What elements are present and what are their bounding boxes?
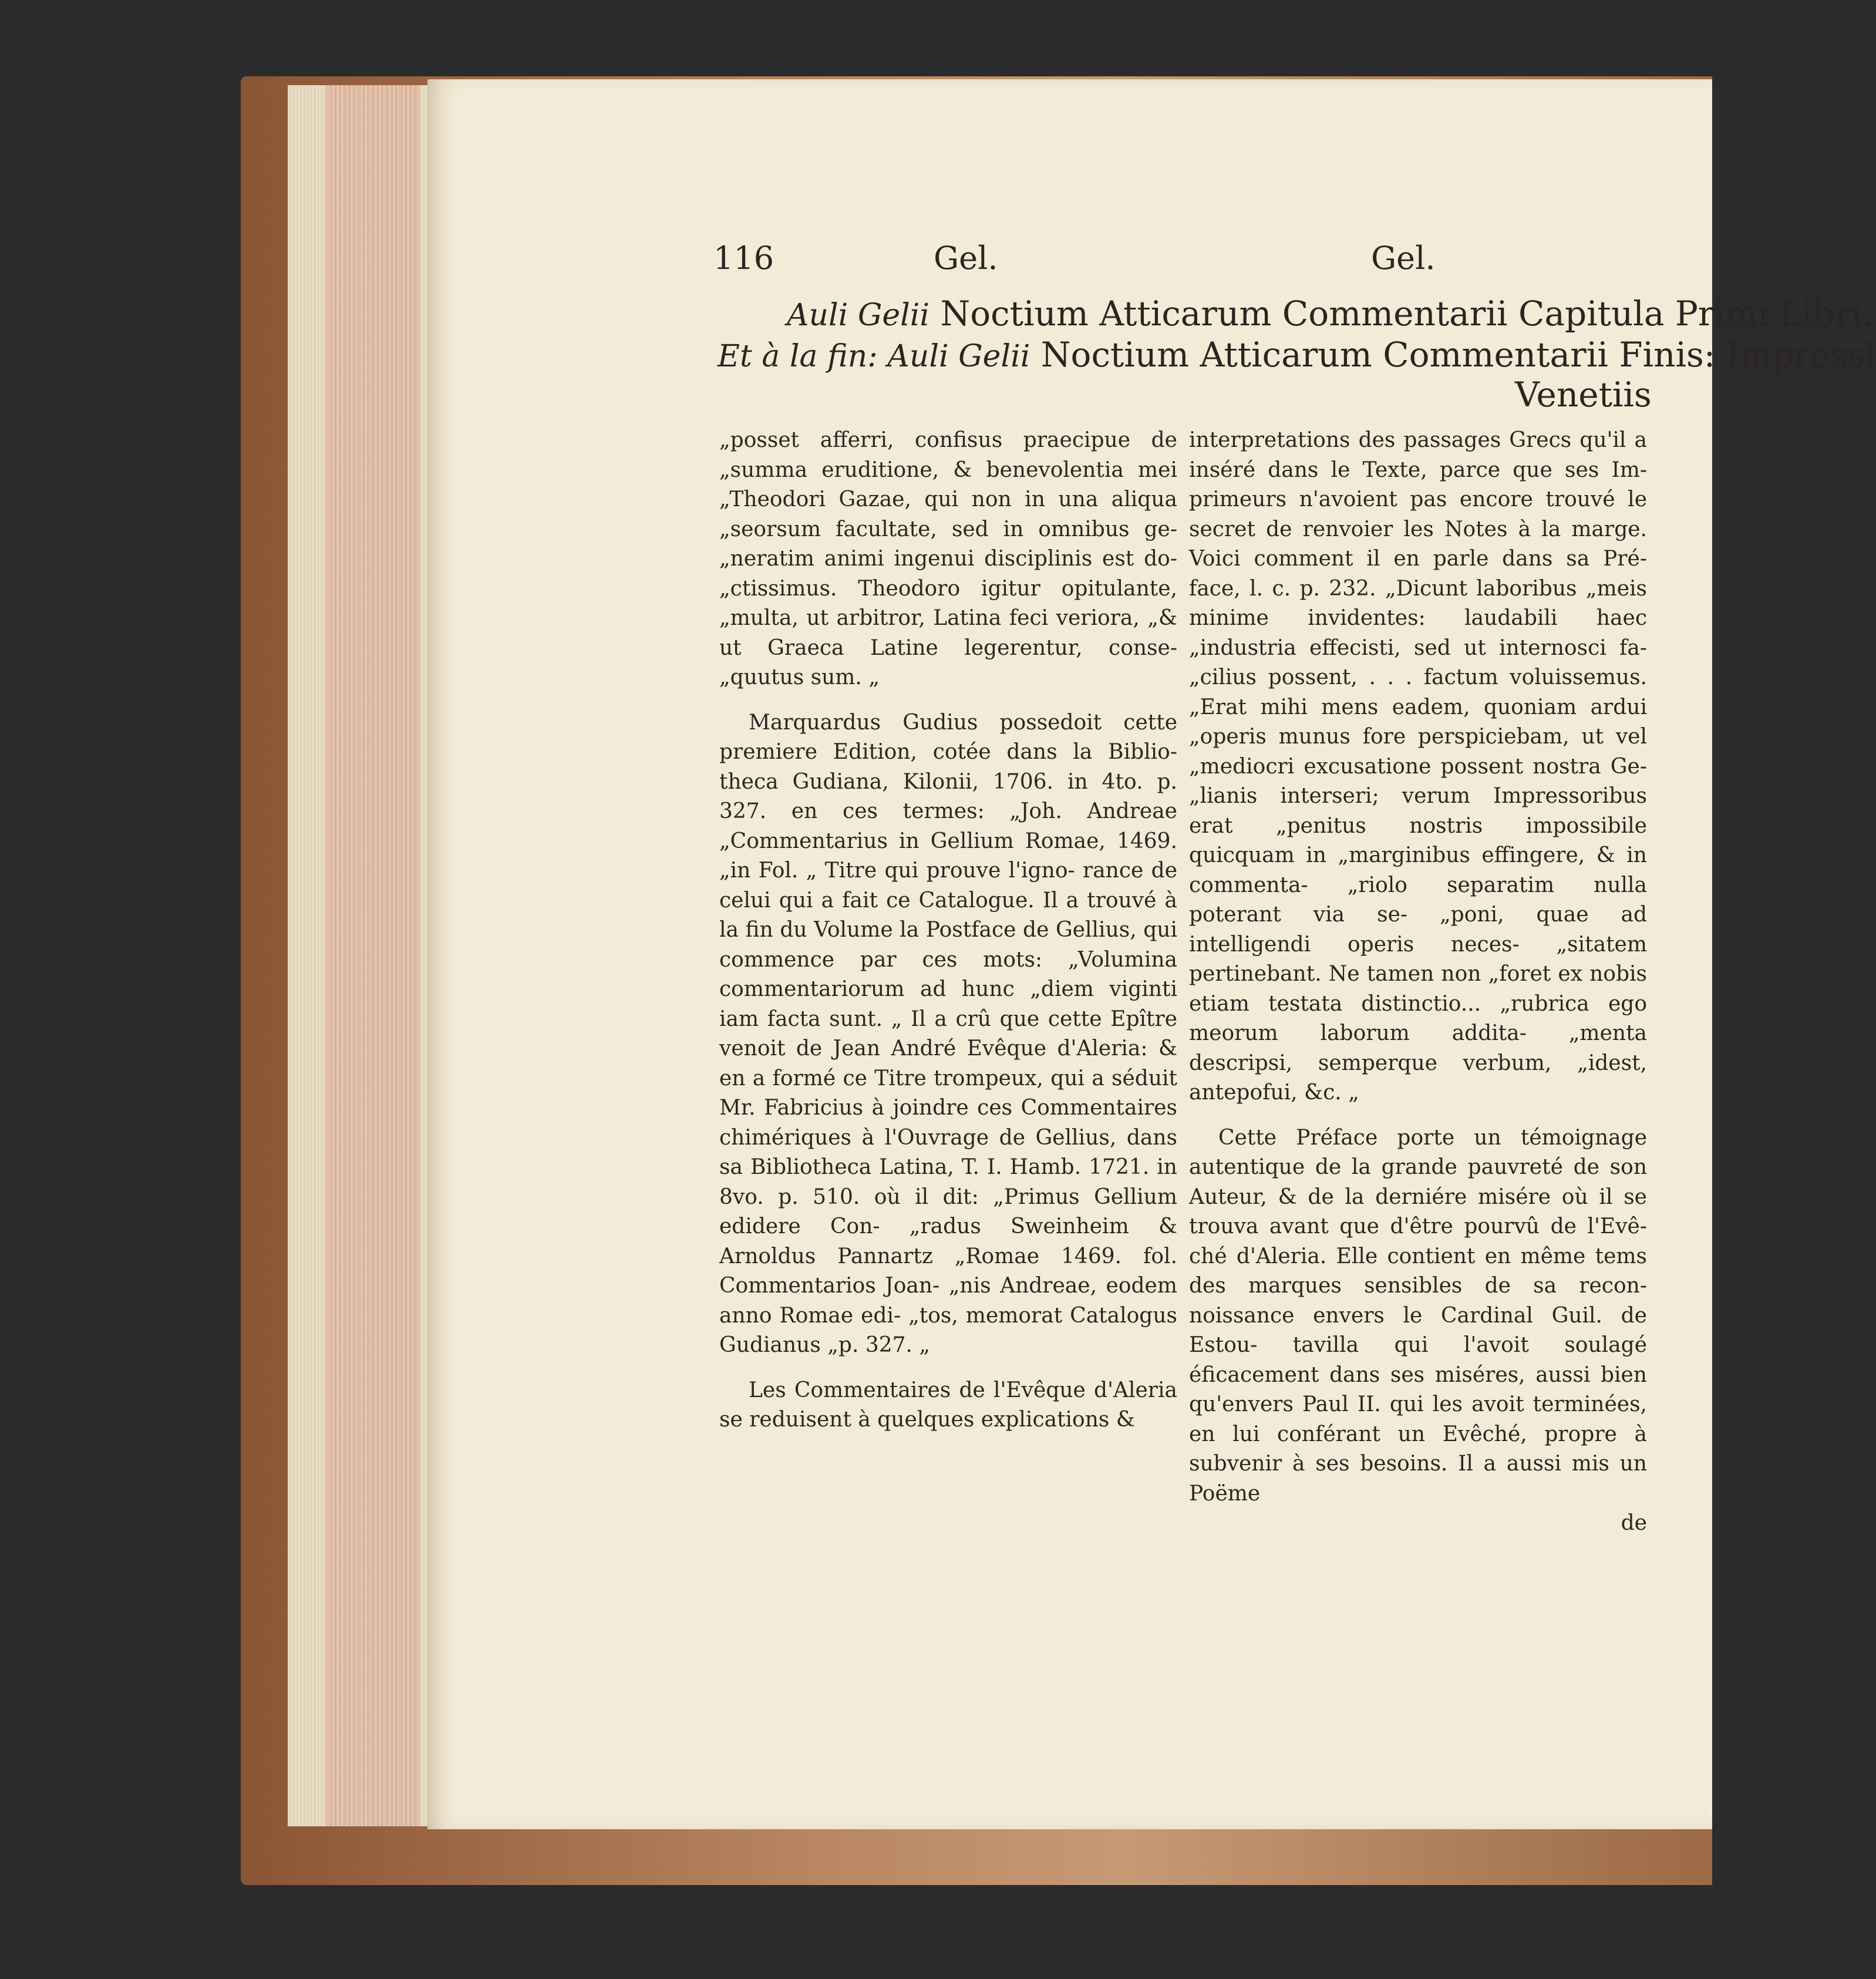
title-line-1-italic: Auli Gelii (787, 298, 930, 333)
right-paragraph-1: interpretations des passages Grecs qu'il a inséré dans le Texte, parce que ses Im- primeurs n'avoient pas encore trouvé le secret de renvoier les Notes à la marge. Voici comment il en parle dans sa Pré- face, l. c. p. 232. „Dicunt laboribus „meis minime invidentes: laudabili haec „industria effecisti, sed ut internosci fa- „cilius possent, . . . factum voluissemus. „Erat mihi mens eadem, quoniam ardui „operis munus fore perspiciebam, ut vel „mediocri excusatione possent nostra Ge- „lianis interseri; verum Impressoribus erat „penitus nostris impossibile quicquam in „marginibus effingere, & in commenta- „riolo separatim nulla poterant via se- „poni, quae ad intelligendi operis neces- „sitatem pertinebant. Ne tamen non „foret ex nobis etiam testata distinctio... „rubrica ego meorum laborum addita- „menta descripsi, semperque verbum, „idest, antepofui, &c. „ (1189, 428, 1647, 1105)
title-line-2-italic: Et à la fin: Auli Gelii (718, 339, 1030, 374)
title-line-1 (787, 294, 1872, 334)
red-stained-edge (326, 85, 420, 1826)
right-paragraph-2: Cette Préface porte un témoignage autentique de la grande pauvreté de son Auteur, & de la derniére misére où il se trouva avant que d'être pourvû de l'Evê- ché d'Aleria. Elle contient en même tems des marques sensibles de sa recon- noissance envers le Cardinal Guil. de Estou- tavilla qui l'avoit soulagé éficacement dans ses miséres, aussi bien qu'envers Paul II. qui les avoit terminées, en lui conférant un Evêché, propre à subvenir à ses besoins. Il a aussi mis un Poëme (1189, 1125, 1647, 1506)
catchword: de (1621, 1511, 1647, 1535)
left-paragraph-3: Les Commentaires de l'Evêque d'Aleria se reduisent à quelques explications & (719, 1378, 1177, 1432)
title-line-1-rest: Noctium Atticarum Commentarii Capitula Primi Libri. (940, 294, 1873, 334)
left-paragraph-2: Marquardus Gudius possedoit cette premiere Edition, cotée dans la Biblio- theca Gudiana, Kilonii, 1706. in 4to. p. 327. en ces termes: „Joh. Andreae „Commentarius in Gellium Romae, 1469. „in Fol. „ Titre qui prouve l'igno- rance de celui qui a fait ce Catalogue. Il a trouvé à la fin du Volume la Postface de Gellius, qui commence par ces mots: „Volumina commentariorum ad hunc „diem viginti iam facta sunt. „ Il a crû que cette Epître venoit de Jean André Evêque d'Aleria: & en a formé ce Titre trompeux, qui a séduit Mr. Fabricius à joindre ces Commentaires chimériques à l'Ouvrage de Gellius, dans sa Bibliotheca Latina, T. I. Hamb. 1721. in 8vo. p. 510. où il dit: „Primus Gellium edidere Con- „radus Sweinheim & Arnoldus Pannartz „Romae 1469. fol. Commentarios Joan- „nis Andreae, eodem anno Romae edi- „tos, memorat Catalogus Gudianus „p. 327. „ (719, 710, 1177, 1357)
title-line-2-rest: Noctium Atticarum Commentarii Finis: Impressi (1040, 335, 1876, 375)
right-column (1189, 426, 1647, 1539)
title-line-2 (718, 335, 1876, 375)
running-head-right: Gel. (1371, 240, 1436, 277)
page-number: 116 (713, 240, 774, 277)
left-paragraph-1: „posset afferri, confisus praecipue de „summa eruditione, & benevolentia mei „Theodori Gazae, qui non in una aliqua „seorsum facultate, sed in omnibus ge- „neratim animi ingenui disciplinis est do- „ctissimus. Theodoro igitur opitulante, „multa, ut arbitror, Latina feci veriora, „& ut Graeca Latine legerentur, conse- „quutus sum. „ (719, 428, 1177, 689)
title-line-3: Venetiis (1515, 375, 1652, 415)
running-head-left: Gel. (934, 240, 998, 277)
left-column (719, 426, 1177, 1435)
